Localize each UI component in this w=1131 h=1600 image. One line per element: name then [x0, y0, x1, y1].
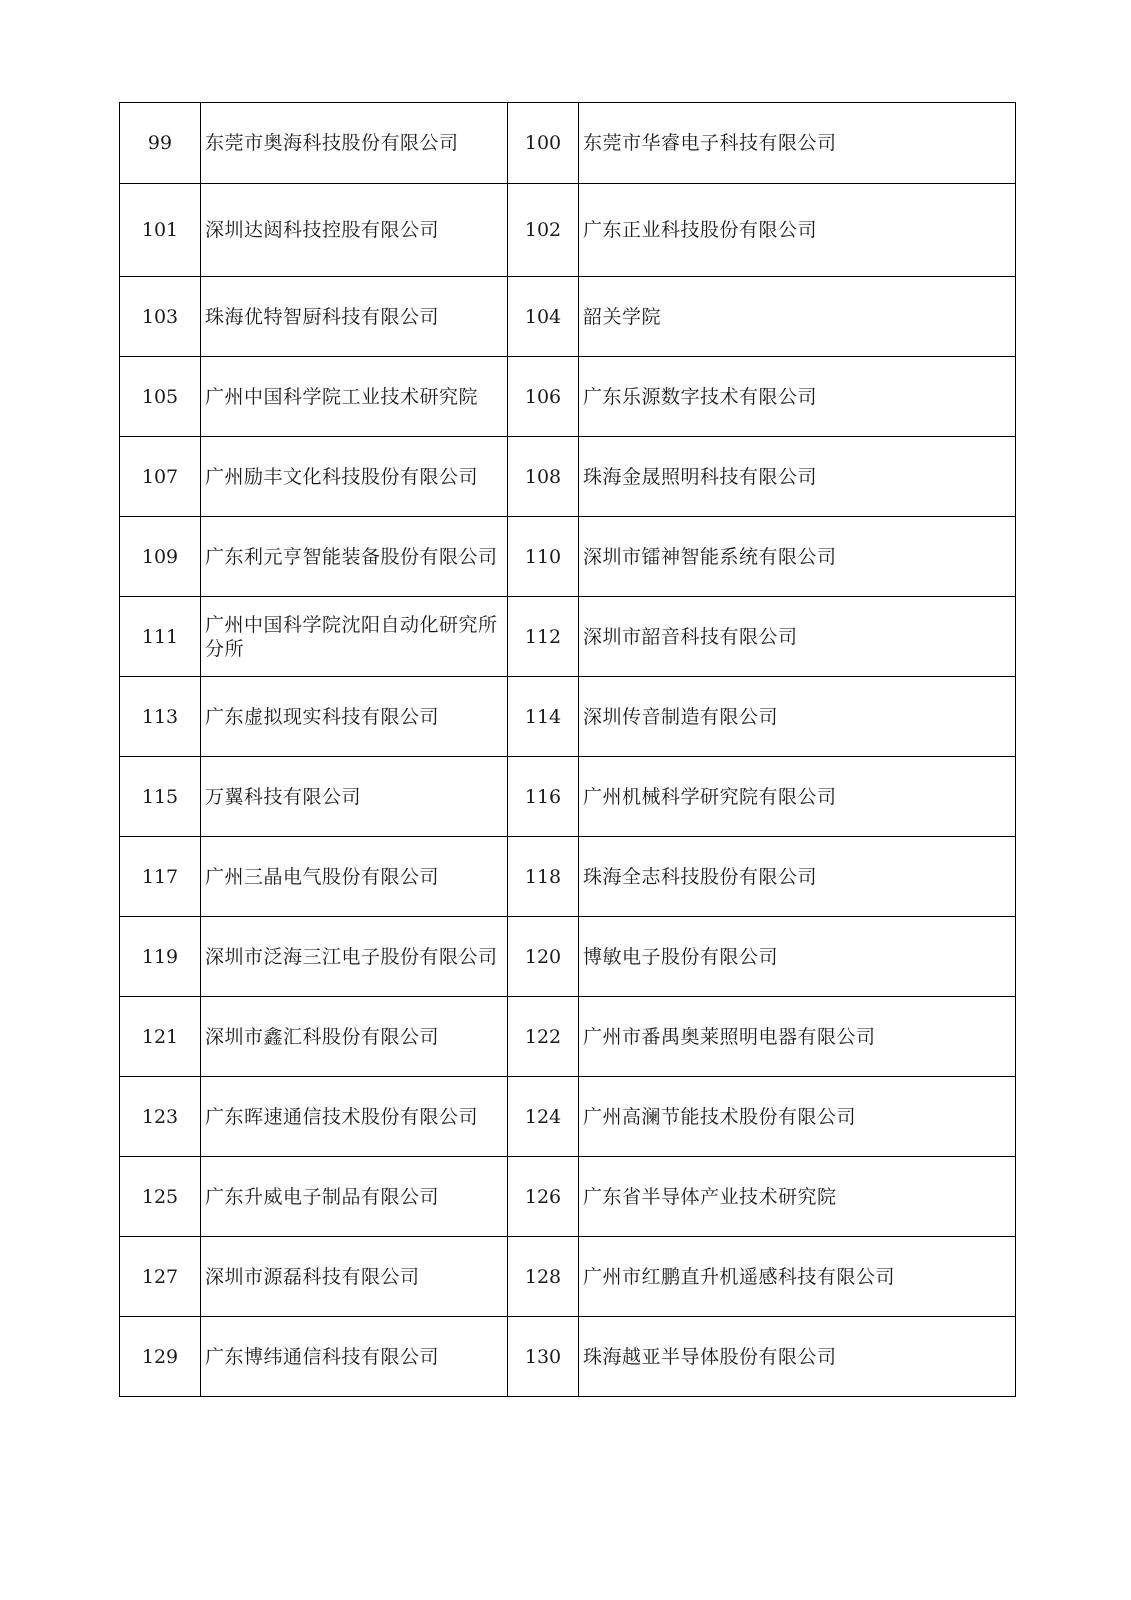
row-number-left: 119 — [120, 917, 201, 997]
organization-name-left: 万翼科技有限公司 — [201, 757, 508, 837]
row-number-left: 107 — [120, 437, 201, 517]
organization-name-right: 深圳市韶音科技有限公司 — [579, 597, 1016, 677]
row-number-right: 102 — [508, 184, 579, 277]
row-number-right: 108 — [508, 437, 579, 517]
organization-name-left: 广州三晶电气股份有限公司 — [201, 837, 508, 917]
organization-name-right: 珠海全志科技股份有限公司 — [579, 837, 1016, 917]
table-row — [120, 1237, 1016, 1317]
table-row — [120, 103, 1016, 184]
organization-name-right: 珠海金晟照明科技有限公司 — [579, 437, 1016, 517]
organization-name-left: 广东利元亨智能装备股份有限公司 — [201, 517, 508, 597]
organization-name-left: 广州中国科学院工业技术研究院 — [201, 357, 508, 437]
row-number-left: 105 — [120, 357, 201, 437]
organization-name-left: 广州励丰文化科技股份有限公司 — [201, 437, 508, 517]
row-number-left: 123 — [120, 1077, 201, 1157]
row-number-left: 121 — [120, 997, 201, 1077]
row-number-right: 120 — [508, 917, 579, 997]
row-number-right: 114 — [508, 677, 579, 757]
row-number-right: 116 — [508, 757, 579, 837]
table-row — [120, 357, 1016, 437]
table-row — [120, 837, 1016, 917]
organization-name-left: 深圳达闼科技控股有限公司 — [201, 184, 508, 277]
organization-name-right: 广东乐源数字技术有限公司 — [579, 357, 1016, 437]
organization-name-right: 珠海越亚半导体股份有限公司 — [579, 1317, 1016, 1397]
row-number-left: 127 — [120, 1237, 201, 1317]
organization-table — [119, 102, 1016, 1397]
table-row — [120, 997, 1016, 1077]
organization-name-right: 博敏电子股份有限公司 — [579, 917, 1016, 997]
row-number-right: 130 — [508, 1317, 579, 1397]
table-body — [120, 103, 1016, 1397]
table-row — [120, 277, 1016, 357]
row-number-right: 128 — [508, 1237, 579, 1317]
organization-name-right: 广州高澜节能技术股份有限公司 — [579, 1077, 1016, 1157]
row-number-right: 104 — [508, 277, 579, 357]
organization-name-left: 广东晖速通信技术股份有限公司 — [201, 1077, 508, 1157]
organization-name-left: 广东升威电子制品有限公司 — [201, 1157, 508, 1237]
organization-name-right: 深圳市镭神智能系统有限公司 — [579, 517, 1016, 597]
row-number-right: 122 — [508, 997, 579, 1077]
row-number-left: 99 — [120, 103, 201, 184]
organization-name-right: 深圳传音制造有限公司 — [579, 677, 1016, 757]
organization-name-left: 珠海优特智厨科技有限公司 — [201, 277, 508, 357]
organization-name-right: 广州市番禺奥莱照明电器有限公司 — [579, 997, 1016, 1077]
row-number-right: 118 — [508, 837, 579, 917]
organization-name-left: 广东虚拟现实科技有限公司 — [201, 677, 508, 757]
row-number-left: 113 — [120, 677, 201, 757]
row-number-right: 124 — [508, 1077, 579, 1157]
organization-name-right: 东莞市华睿电子科技有限公司 — [579, 103, 1016, 184]
row-number-left: 117 — [120, 837, 201, 917]
table-row — [120, 1317, 1016, 1397]
row-number-left: 101 — [120, 184, 201, 277]
row-number-left: 125 — [120, 1157, 201, 1237]
organization-name-left: 深圳市泛海三江电子股份有限公司 — [201, 917, 508, 997]
row-number-right: 100 — [508, 103, 579, 184]
organization-name-left: 广州中国科学院沈阳自动化研究所分所 — [201, 597, 508, 677]
row-number-right: 112 — [508, 597, 579, 677]
organization-name-right: 广州机械科学研究院有限公司 — [579, 757, 1016, 837]
table-row — [120, 184, 1016, 277]
table-row — [120, 517, 1016, 597]
organization-name-right: 广东省半导体产业技术研究院 — [579, 1157, 1016, 1237]
table-row — [120, 677, 1016, 757]
organization-name-left: 广东博纬通信科技有限公司 — [201, 1317, 508, 1397]
organization-name-right: 广东正业科技股份有限公司 — [579, 184, 1016, 277]
row-number-left: 111 — [120, 597, 201, 677]
row-number-right: 110 — [508, 517, 579, 597]
table-row — [120, 1077, 1016, 1157]
row-number-left: 103 — [120, 277, 201, 357]
table-row — [120, 597, 1016, 677]
table-row — [120, 437, 1016, 517]
organization-name-left: 深圳市鑫汇科股份有限公司 — [201, 997, 508, 1077]
organization-name-right: 韶关学院 — [579, 277, 1016, 357]
table-row — [120, 1157, 1016, 1237]
row-number-left: 109 — [120, 517, 201, 597]
row-number-right: 126 — [508, 1157, 579, 1237]
organization-name-left: 深圳市源磊科技有限公司 — [201, 1237, 508, 1317]
row-number-left: 115 — [120, 757, 201, 837]
organization-name-left: 东莞市奥海科技股份有限公司 — [201, 103, 508, 184]
row-number-left: 129 — [120, 1317, 201, 1397]
table-row — [120, 757, 1016, 837]
row-number-right: 106 — [508, 357, 579, 437]
organization-name-right: 广州市红鹏直升机遥感科技有限公司 — [579, 1237, 1016, 1317]
table-row — [120, 917, 1016, 997]
